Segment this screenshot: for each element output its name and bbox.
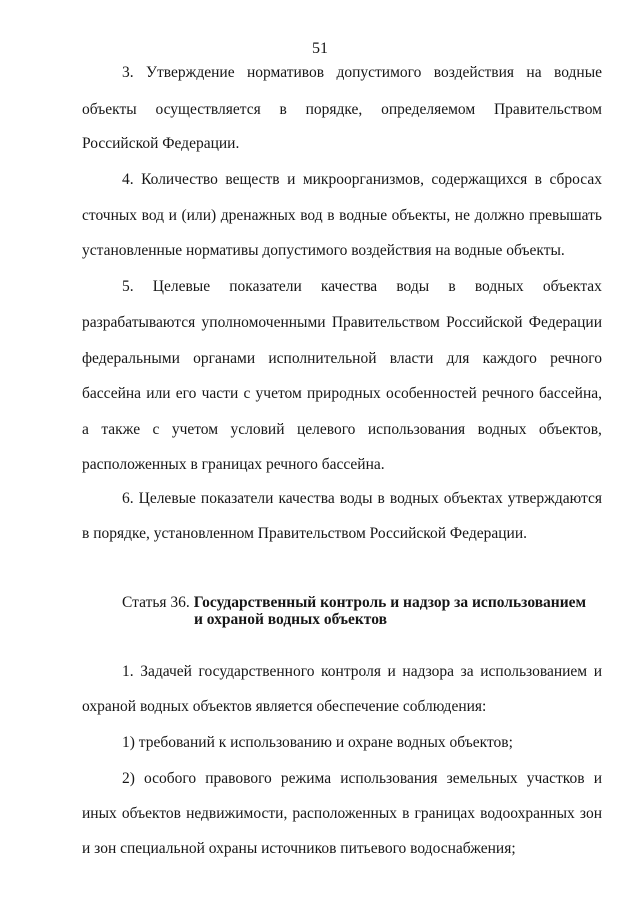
item-2-line-1: 2) особого правового режима использования земельных участков и: [122, 770, 602, 787]
word: в: [448, 278, 456, 295]
article-paragraph-1-line-1: 1. Задачей государственного контроля и надзора за использованием и: [122, 663, 602, 680]
word: также: [101, 421, 141, 438]
word: осуществляется: [155, 101, 261, 118]
word: показатели: [229, 278, 302, 295]
word: для: [446, 350, 470, 367]
word: водных: [477, 421, 527, 438]
word: водных: [474, 278, 524, 295]
article-title-line-1: Государственный контроль и надзор за использованием: [193, 594, 587, 611]
paragraph-5-line-6: расположенных в границах речного бассейна.: [82, 456, 385, 473]
word: 5.: [122, 278, 134, 295]
paragraph-3-line-3: Российской Федерации.: [82, 135, 240, 152]
word: власти: [389, 350, 434, 367]
paragraph-5-line-2: разрабатываются уполномоченными Правительством Российской Федерации: [82, 314, 602, 331]
word: целевого: [296, 421, 356, 438]
word: воды: [396, 278, 430, 295]
word: Правительством: [493, 101, 602, 118]
article-prefix: Статья 36.: [122, 594, 190, 611]
word: федеральными: [82, 350, 180, 367]
article-title-line-2: и охраной водных объектов: [194, 611, 387, 628]
word: условий: [230, 421, 285, 438]
word: исполнительной: [268, 350, 377, 367]
paragraph-6-line-1: 6. Целевые показатели качества воды в водных объектах утверждаются: [122, 490, 602, 507]
word: объектах: [542, 278, 602, 295]
item-1-line-1: 1) требований к использованию и охране водных объектов;: [122, 734, 513, 751]
paragraph-4-line-1: 4. Количество веществ и микроорганизмов, содержащихся в сбросах: [122, 171, 602, 188]
item-2-line-2: иных объектов недвижимости, расположенных в границах водоохранных зон: [82, 805, 602, 822]
word: каждого: [482, 350, 537, 367]
word: порядке,: [305, 101, 363, 118]
paragraph-4-line-3: установленные нормативы допустимого воздействия на водные объекты.: [82, 242, 565, 259]
article-heading-line-2: [194, 611, 387, 629]
paragraph-3-line-1: 3. Утверждение нормативов допустимого воздействия на водные: [122, 64, 602, 81]
paragraph-5-line-5: [82, 421, 602, 439]
paragraph-6-line-2: в порядке, установленном Правительством Российской Федерации.: [82, 525, 527, 542]
word: с: [152, 421, 160, 438]
word: а: [82, 421, 89, 438]
paragraph-5-line-3: [82, 350, 602, 368]
item-2-line-3: и зон специальной охраны источников питьевого водоснабжения;: [82, 840, 516, 857]
word: учетом: [171, 421, 219, 438]
word: использования: [367, 421, 466, 438]
word: качества: [320, 278, 378, 295]
article-heading: [122, 594, 586, 612]
word: объектов,: [538, 421, 602, 438]
word: органами: [193, 350, 256, 367]
word: объекты: [82, 101, 137, 118]
paragraph-3-line-2: [82, 101, 602, 119]
paragraph-5-line-1: [122, 278, 602, 296]
word: в: [279, 101, 287, 118]
paragraph-4-line-2: сточных вод и (или) дренажных вод в водные объекты, не должно превышать: [82, 207, 602, 224]
word: определяемом: [381, 101, 476, 118]
word: речного: [550, 350, 602, 367]
article-paragraph-1-line-2: охраной водных объектов является обеспечение соблюдения:: [82, 698, 487, 715]
page-number: 51: [312, 40, 328, 57]
paragraph-5-line-4: бассейна или его части с учетом природных особенностей речного бассейна,: [82, 385, 602, 402]
word: Целевые: [152, 278, 211, 295]
